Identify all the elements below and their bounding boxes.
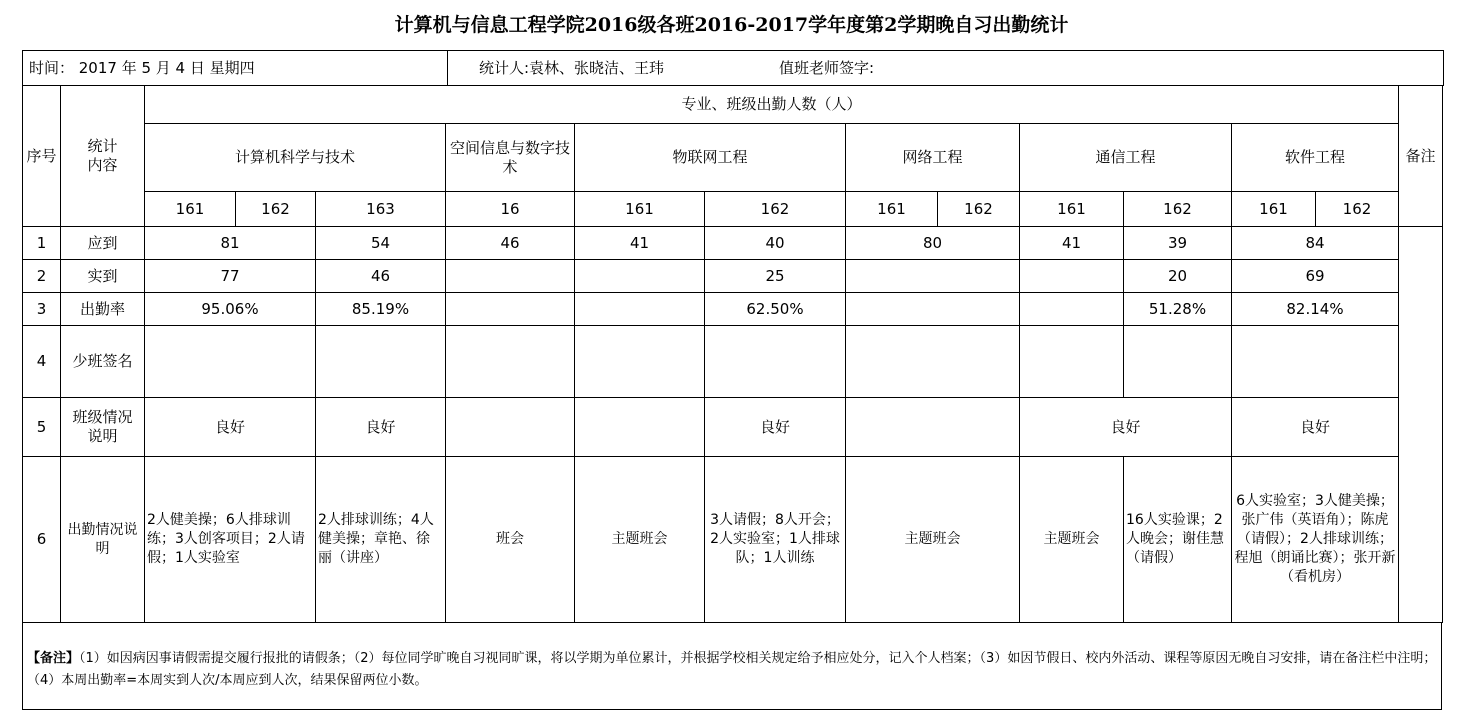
row-label: 应到 <box>61 227 145 260</box>
value-cell <box>846 293 1020 326</box>
value-cell <box>446 260 575 293</box>
table-row <box>23 227 1443 260</box>
value-cell: 6人实验室；3人健美操；张广伟（英语角）；陈虎（请假）；2人排球训练；程旭（朗诵比赛）；张开新（看机房） <box>1232 457 1399 623</box>
value-cell <box>1020 260 1124 293</box>
value-cell: 62.50% <box>705 293 846 326</box>
class-sw-162: 162 <box>1316 192 1399 227</box>
row-label: 少班签名 <box>61 326 145 398</box>
value-cell: 2人健美操；6人排球训练；3人创客项目；2人请假；1人实验室 <box>145 457 316 623</box>
value-cell: 良好 <box>1232 398 1399 457</box>
value-cell <box>575 293 705 326</box>
value-cell: 主题班会 <box>1020 457 1124 623</box>
value-cell: 80 <box>846 227 1020 260</box>
value-cell <box>575 398 705 457</box>
value-cell: 20 <box>1124 260 1232 293</box>
value-cell: 良好 <box>705 398 846 457</box>
value-cell: 班会 <box>446 457 575 623</box>
counters-label: 统计人:袁林、张晓洁、王玮 <box>479 59 665 77</box>
remark-cell <box>1399 227 1443 623</box>
value-cell: 41 <box>1020 227 1124 260</box>
attendance-table <box>22 85 1443 623</box>
value-cell <box>446 398 575 457</box>
signature-cell[interactable] <box>1020 326 1124 398</box>
seq-cell: 4 <box>23 326 61 398</box>
value-cell <box>446 293 575 326</box>
major-software: 软件工程 <box>1232 124 1399 192</box>
value-cell: 主题班会 <box>575 457 705 623</box>
class-iot-162: 162 <box>705 192 846 227</box>
class-sw-161: 161 <box>1232 192 1316 227</box>
page-title: 计算机与信息工程学院2016级各班2016-2017学年度第2学期晚自习出勤统计 <box>394 14 1069 36</box>
value-cell: 54 <box>316 227 446 260</box>
info-divider <box>447 51 448 86</box>
value-cell: 主题班会 <box>846 457 1020 623</box>
class-tc-161: 161 <box>1020 192 1124 227</box>
signature-cell[interactable] <box>705 326 846 398</box>
value-cell: 40 <box>705 227 846 260</box>
major-cs: 计算机科学与技术 <box>145 124 446 192</box>
row-label: 班级情况说明 <box>61 398 145 457</box>
value-cell <box>1020 293 1124 326</box>
signature-cell[interactable] <box>1232 326 1399 398</box>
value-cell: 46 <box>316 260 446 293</box>
value-cell: 51.28% <box>1124 293 1232 326</box>
major-network: 网络工程 <box>846 124 1020 192</box>
value-cell <box>846 398 1020 457</box>
info-bar <box>22 50 1444 86</box>
signature-cell[interactable] <box>316 326 446 398</box>
row-label: 出勤率 <box>61 293 145 326</box>
class-net-161: 161 <box>846 192 938 227</box>
table-row <box>23 293 1443 326</box>
header-seq: 序号 <box>23 86 61 227</box>
major-iot: 物联网工程 <box>575 124 846 192</box>
signature-cell[interactable] <box>145 326 316 398</box>
seq-cell: 1 <box>23 227 61 260</box>
class-cs-163: 163 <box>316 192 446 227</box>
class-cs-162: 162 <box>236 192 316 227</box>
seq-cell: 5 <box>23 398 61 457</box>
class-sp-16: 16 <box>446 192 575 227</box>
class-cs-161: 161 <box>145 192 236 227</box>
footnote-text: （1）如因病因事请假需提交履行报批的请假条；（2）每位同学旷晚自习视同旷课，将以学期为单位累计，并根据学校相关规定给予相应处分，记入个人档案；（3）如因节假日、校内外活动、课程等原因无晚自习安排，请在备注栏中注明；（4）本周出勤率=本周实到人次/本周应到人次，结果保留两位小数。 <box>27 651 1437 688</box>
value-cell: 3人请假；8人开会；2人实验室；1人排球队；1人训练 <box>705 457 846 623</box>
signature-cell[interactable] <box>846 326 1020 398</box>
value-cell: 2人排球训练；4人健美操；章艳、徐丽（讲座） <box>316 457 446 623</box>
value-cell: 85.19% <box>316 293 446 326</box>
signature-cell[interactable] <box>446 326 575 398</box>
value-cell <box>846 260 1020 293</box>
table-row <box>23 326 1443 398</box>
signature-cell[interactable] <box>575 326 705 398</box>
value-cell: 69 <box>1232 260 1399 293</box>
value-cell: 良好 <box>316 398 446 457</box>
class-iot-161: 161 <box>575 192 705 227</box>
value-cell: 41 <box>575 227 705 260</box>
seq-cell: 2 <box>23 260 61 293</box>
value-cell: 39 <box>1124 227 1232 260</box>
value-cell: 良好 <box>145 398 316 457</box>
row-label: 出勤情况说明 <box>61 457 145 623</box>
header-group: 专业、班级出勤人数（人） <box>145 86 1399 124</box>
class-tc-162: 162 <box>1124 192 1232 227</box>
value-cell: 81 <box>145 227 316 260</box>
major-spatial: 空间信息与数字技术 <box>446 124 575 192</box>
value-cell: 84 <box>1232 227 1399 260</box>
value-cell <box>575 260 705 293</box>
footnote-label: 【备注】 <box>27 651 80 666</box>
major-telecom: 通信工程 <box>1020 124 1232 192</box>
value-cell: 82.14% <box>1232 293 1399 326</box>
table-row <box>23 260 1443 293</box>
time-label: 时间： 2017 年 5 月 4 日 星期四 <box>29 59 255 77</box>
value-cell: 77 <box>145 260 316 293</box>
footnote <box>22 622 1442 710</box>
value-cell: 良好 <box>1020 398 1232 457</box>
class-net-162: 162 <box>938 192 1020 227</box>
header-content: 统计内容 <box>61 86 145 227</box>
table-row <box>23 457 1443 623</box>
teacher-sign-label: 值班老师签字: <box>779 59 875 77</box>
header-remark: 备注 <box>1399 86 1443 227</box>
value-cell: 25 <box>705 260 846 293</box>
value-cell: 95.06% <box>145 293 316 326</box>
value-cell: 46 <box>446 227 575 260</box>
seq-cell: 6 <box>23 457 61 623</box>
value-cell: 16人实验课；2人晚会；谢佳慧（请假） <box>1124 457 1232 623</box>
table-row <box>23 398 1443 457</box>
signature-cell[interactable] <box>1124 326 1232 398</box>
seq-cell: 3 <box>23 293 61 326</box>
row-label: 实到 <box>61 260 145 293</box>
